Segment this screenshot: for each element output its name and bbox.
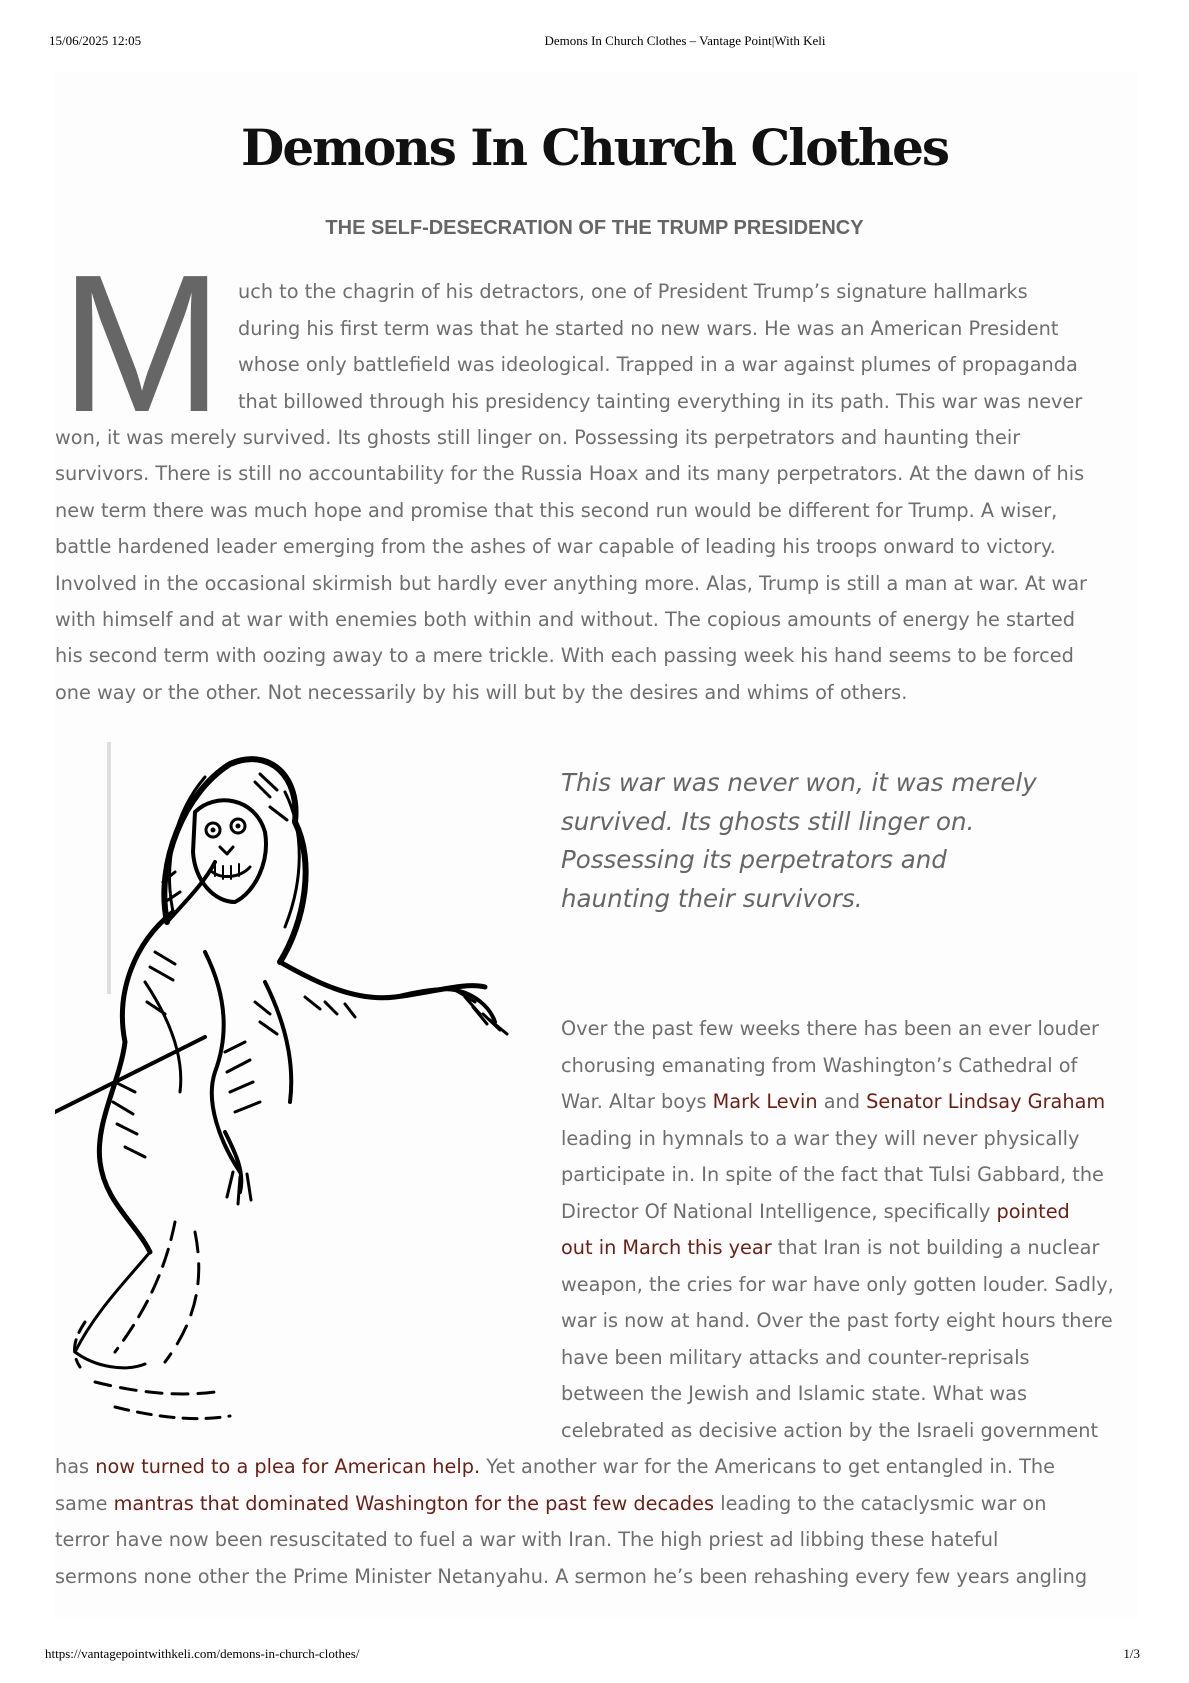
para1-line: new term there was much hope and promise that this second run would be different for Trump. A wiser, [55, 499, 1058, 522]
para2-text: leading to the cataclysmic war on [714, 1492, 1047, 1515]
para1-line: his second term with oozing away to a mere trickle. With each passing week his hand seems to be forced [55, 644, 1074, 667]
para1-line: uch to the chagrin of his detractors, one of President Trump’s signature hallmarks [238, 280, 1028, 303]
para2-line [55, 1454, 1055, 1480]
pull-quote-line: haunting their survivors. [561, 883, 863, 913]
para2-text: Yet another war for the Americans to get entangled in. The [480, 1455, 1056, 1478]
para2-text: and [817, 1090, 867, 1113]
para1-line: one way or the other. Not necessarily by his will but by the desires and whims of others. [55, 681, 908, 704]
mark-levin-link[interactable]: Mark Levin [712, 1090, 818, 1113]
para1-line: that billowed through his presidency tainting everything in its path. This war was never [238, 390, 1083, 413]
drop-cap: M [60, 234, 224, 453]
para2-text: that Iran is not building a nuclear [771, 1236, 1100, 1259]
para2-line: weapon, the cries for war have only gotten louder. Sadly, [561, 1273, 1114, 1296]
mantras-link[interactable]: mantras that dominated Washington for the past few decades [113, 1492, 715, 1515]
article-subtitle: THE SELF-DESECRATION OF THE TRUMP PRESIDENCY [325, 217, 864, 239]
pull-quote [561, 764, 1081, 918]
para2-text: same [55, 1492, 114, 1515]
para2-line: participate in. In spite of the fact that Tulsi Gabbard, the [561, 1163, 1104, 1186]
para2-line: celebrated as decisive action by the Israeli government [561, 1419, 1099, 1442]
senator-lindsay-graham-link[interactable]: Senator Lindsay Graham [866, 1090, 1106, 1113]
para1-line: survivors. There is still no accountability for the Russia Hoax and its many perpetrators. At the dawn of his [55, 462, 1085, 485]
pull-quote-line: This war was never won, it was merely [561, 768, 1037, 797]
para2-line: war is now at hand. Over the past forty eight hours there [561, 1309, 1113, 1332]
article-title: Demons In Church Clothes [240, 118, 949, 177]
para1-line: with himself and at war with enemies both within and without. The copious amounts of energy he started [55, 608, 1075, 631]
para2-line: Over the past few weeks there has been an ever louder [561, 1017, 1099, 1040]
para2-line: between the Jewish and Islamic state. What was [561, 1382, 1028, 1405]
ghost-figure-illustration [55, 752, 545, 1432]
pointed-out-link[interactable]: pointed [996, 1200, 1070, 1223]
para2-line [561, 1089, 1105, 1115]
para1-line: won, it was merely survived. Its ghosts still linger on. Possessing its perpetrators and haunting their [55, 426, 1021, 449]
pull-quote-line: survived. Its ghosts still linger on. [561, 806, 975, 836]
para2-line [55, 1491, 1046, 1517]
para2-line: sermons none other the Prime Minister Netanyahu. A sermon he’s been rehashing every few years angling [55, 1565, 1088, 1588]
print-datetime: 15/06/2025 12:05 [49, 33, 142, 48]
pointed-out-link[interactable]: out in March this year [561, 1236, 772, 1259]
para1-line: Involved in the occasional skirmish but hardly ever anything more. Alas, Trump is still a man at war. At war [55, 572, 1087, 595]
para2-text: Director Of National Intelligence, specifically [561, 1200, 997, 1223]
para2-line: terror have now been resuscitated to fuel a war with Iran. The high priest ad libbing these hateful [55, 1528, 999, 1551]
print-url: https://vantagepointwithkeli.com/demons-in-church-clothes/ [45, 1646, 360, 1661]
para1-line: battle hardened leader emerging from the ashes of war capable of leading his troops onward to victory. [55, 535, 1056, 558]
para1-line: during his first term was that he started no new wars. He was an American President [238, 317, 1059, 340]
plea-for-american-help-link[interactable]: now turned to a plea for American help. [95, 1455, 481, 1478]
pull-quote-line: Possessing its perpetrators and [561, 845, 947, 874]
print-header [0, 33, 1189, 53]
para2-line [561, 1235, 1099, 1261]
print-page-title: Demons In Church Clothes – Vantage Point|With Keli [544, 33, 826, 48]
para2-line: have been military attacks and counter-reprisals [561, 1346, 1030, 1369]
para2-text: has [55, 1455, 96, 1478]
para1-line: whose only battlefield was ideological. Trapped in a war against plumes of propaganda [238, 353, 1078, 376]
para2-text: War. Altar boys [561, 1090, 713, 1113]
print-footer [0, 1646, 1189, 1666]
para2-line [561, 1199, 1070, 1225]
print-page-number: 1/3 [1123, 1646, 1140, 1661]
para2-line: leading in hymnals to a war they will never physically [561, 1127, 1080, 1150]
para2-line: chorusing emanating from Washington’s Cathedral of [561, 1054, 1078, 1077]
